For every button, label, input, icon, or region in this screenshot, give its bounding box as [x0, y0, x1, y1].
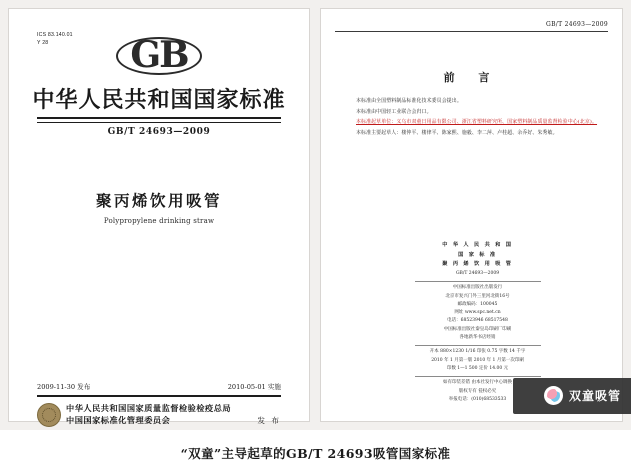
colophon-rights: 版权专有 侵权必究	[458, 388, 497, 394]
national-emblem-icon	[37, 403, 61, 427]
colophon-telephone: 电话：68523946 68517548	[447, 318, 508, 324]
cover-chinese-name: 聚丙烯饮用吸管	[95, 191, 222, 210]
foreword-paragraph: 本标准由全国塑料制品标准化技术委员会提出。	[356, 98, 462, 104]
foreword-header	[335, 21, 608, 28]
colophon-report-tel: 举报电话：(010)68533533	[448, 396, 507, 402]
foreword-paragraph-highlighted: 本标准起草单位：义乌市双童日用品有限公司、浙江省塑料研究所、国家塑料制品质量监督检验中心(北京)。	[356, 119, 598, 126]
issuer-line-1: 中华人民共和国国家质量监督检验检疫总局	[66, 403, 232, 414]
colophon-org: 中 华 人 民 共 和 国	[442, 242, 513, 248]
ics-classification-block	[37, 31, 73, 47]
foreword-title: 前 言	[443, 71, 500, 84]
colophon-publisher: 中国标准出版社出版发行	[452, 285, 503, 291]
standard-foreword-page	[320, 8, 623, 422]
cover-bottom-rule	[37, 395, 281, 397]
issue-word: 发 布	[257, 416, 281, 425]
cover-rule-thin	[37, 122, 281, 123]
colophon-printer: 中国标准出版社秦皇岛印刷厂印刷	[443, 326, 512, 332]
gb-emblem-icon	[111, 35, 207, 77]
colophon-website: 网址 www.spc.net.cn	[454, 310, 501, 316]
cover-date-row	[37, 381, 281, 391]
cover-rule-thick	[37, 117, 281, 119]
foreword-paragraph: 本标准主要起草人：楼仲平、楼律平、陈家熙、施毅、李二萍、卢桂超、余乔好、朱秀敏。	[356, 129, 558, 136]
cover-main-title: 中华人民共和国国家标准	[32, 87, 286, 113]
foreword-header-rule	[335, 31, 608, 32]
double-child-logo-icon	[544, 386, 563, 405]
effective-date: 2010-05-01 实施	[227, 383, 281, 391]
foreword-body	[347, 97, 600, 139]
gb-emblem-text: GB	[130, 34, 188, 76]
issuer-names	[66, 403, 231, 427]
colophon-note: 如有印装差错 由本社发行中心调换	[443, 380, 512, 386]
cover-english-name: Polypropylene drinking straw	[103, 217, 215, 225]
brand-badge	[544, 386, 621, 405]
publish-date: 2009-11-30 发布	[37, 383, 91, 391]
colophon-separator	[415, 345, 541, 346]
image-caption: “双童”主导起草的GB/T 24693吸管国家标准	[0, 430, 631, 475]
ccs-code: Y 28	[37, 40, 49, 47]
foreword-paragraph: 本标准由中国轻工业联合会归口。	[356, 108, 432, 115]
colophon-kind: 国 家 标 准	[458, 251, 497, 258]
cover-frame	[23, 21, 295, 425]
standard-cover-page	[8, 8, 310, 425]
colophon-format: 开本 880×1230 1/16 印张 0.75 字数 14 千字	[429, 349, 526, 355]
brand-name: 双童吸管	[568, 389, 621, 403]
foreword-header-code: GB/T 24693—2009	[546, 21, 608, 28]
colophon-print-run: 印数 1—1 500 定价 14.00 元	[446, 366, 509, 371]
cover-standard-code: GB/T 24693—2009	[107, 127, 211, 137]
colophon-code: GB/T 24693—2009	[455, 270, 500, 276]
colophon-edition: 2010 年 1 月第一版 2010 年 1 月第一次印刷	[431, 357, 524, 363]
colophon-zip: 邮政编码：100045	[457, 301, 498, 307]
colophon-separator	[415, 281, 541, 282]
ics-code: ICS 83.140.01	[37, 32, 73, 38]
colophon-distribution: 各地新华书店经销	[459, 335, 496, 341]
colophon-address: 北京市复兴门外三里河北街16号	[445, 293, 510, 299]
colophon-name: 聚 丙 烯 饮 用 吸 管	[442, 261, 513, 268]
colophon-separator	[415, 376, 541, 377]
issuer-line-2: 中国国家标准化管理委员会	[66, 415, 171, 425]
cover-issuer-block	[37, 403, 281, 427]
